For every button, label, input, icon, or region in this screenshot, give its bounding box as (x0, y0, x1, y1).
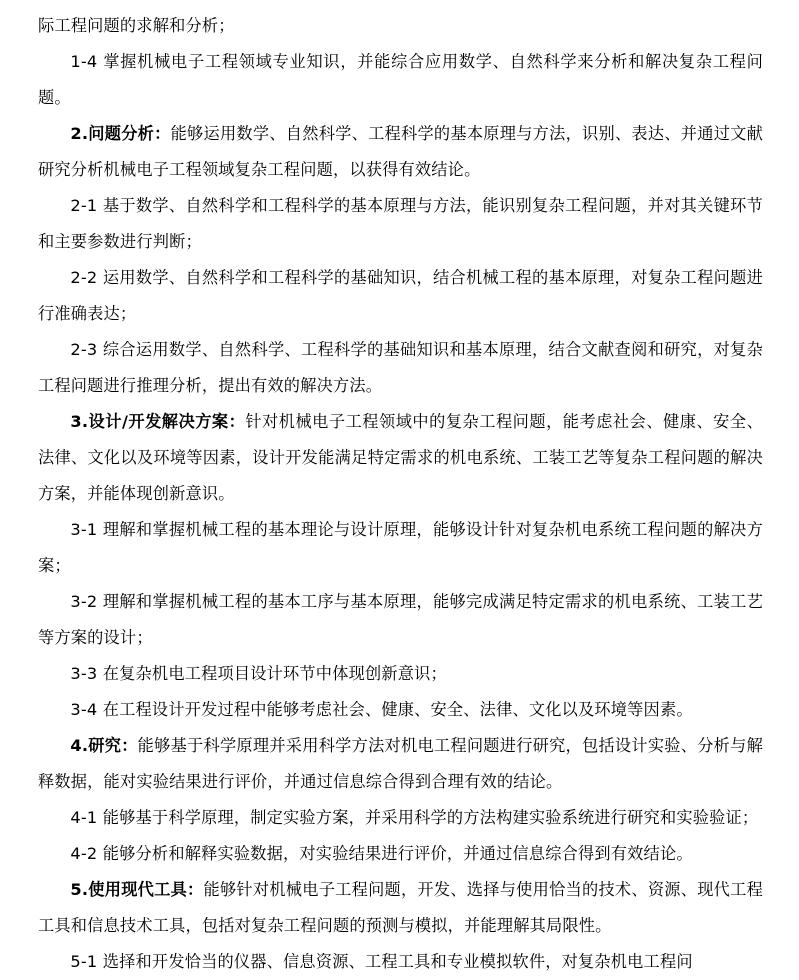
paragraph-text: 1-4 掌握机械电子工程领域专业知识，并能综合应用数学、自然科学来分析和解决复杂工程问题。 (38, 52, 763, 107)
section-lead-label: 4.研究： (70, 736, 138, 755)
paragraph-3-4 (38, 692, 763, 728)
paragraph-text: 5-1 选择和开发恰当的仪器、信息资源、工程工具和专业模拟软件，对复杂机电工程问 (70, 952, 693, 971)
paragraph-4-2 (38, 836, 763, 872)
paragraph-text: 针对机械电子工程领域中的复杂工程问题，能考虑社会、健康、安全、法律、文化以及环境等因素，设计开发能满足特定需求的机电系统、工装工艺等复杂工程问题的解决方案，并能体现创新意识。 (38, 412, 763, 503)
paragraph-2-1 (38, 188, 763, 260)
section-lead-label: 5.使用现代工具： (70, 880, 204, 899)
paragraph-5-1 (38, 944, 763, 980)
paragraph-text: 能够运用数学、自然科学、工程科学的基本原理与方法，识别、表达、并通过文献研究分析机械电子工程领域复杂工程问题，以获得有效结论。 (38, 124, 764, 179)
section-lead-label: 2.问题分析： (70, 124, 171, 143)
paragraph-2-3 (38, 332, 763, 404)
paragraph-text: 能够针对机械电子工程问题，开发、选择与使用恰当的技术、资源、现代工程工具和信息技术工具，包括对复杂工程问题的预测与模拟，并能理解其局限性。 (38, 880, 763, 935)
paragraph-3-3 (38, 656, 763, 692)
paragraph-text: 3-3 在复杂机电工程项目设计环节中体现创新意识； (70, 664, 447, 683)
paragraph-text: 2-3 综合运用数学、自然科学、工程科学的基础知识和基本原理，结合文献查阅和研究，对复杂工程问题进行推理分析，提出有效的解决方法。 (38, 340, 763, 395)
paragraph-text: 2-2 运用数学、自然科学和工程科学的基础知识，结合机械工程的基本原理，对复杂工程问题进行准确表达； (38, 268, 763, 323)
paragraph-text: 3-1 理解和掌握机械工程的基本理论与设计原理，能够设计针对复杂机电系统工程问题的解决方案； (38, 520, 763, 575)
paragraph-5-heading (38, 872, 763, 944)
paragraph-2-heading (38, 116, 763, 188)
paragraph-4-1 (38, 800, 763, 836)
paragraph-3-2 (38, 584, 763, 656)
paragraph-text: 2-1 基于数学、自然科学和工程科学的基本原理与方法，能识别复杂工程问题，并对其关键环节和主要参数进行判断； (38, 196, 763, 251)
paragraph-text: 3-2 理解和掌握机械工程的基本工序与基本原理，能够完成满足特定需求的机电系统、工装工艺等方案的设计； (38, 592, 763, 647)
paragraph-continued-top (38, 8, 763, 44)
paragraph-3-1 (38, 512, 763, 584)
paragraph-3-heading (38, 404, 763, 512)
paragraph-text: 4-1 能够基于科学原理，制定实验方案，并采用科学的方法构建实验系统进行研究和实验验证； (70, 808, 759, 827)
paragraph-1-4 (38, 44, 763, 116)
paragraph-text: 能够基于科学原理并采用科学方法对机电工程问题进行研究，包括设计实验、分析与解释数据，能对实验结果进行评价，并通过信息综合得到合理有效的结论。 (38, 736, 763, 791)
paragraph-text: 4-2 能够分析和解释实验数据，对实验结果进行评价，并通过信息综合得到有效结论。 (70, 844, 693, 863)
paragraph-text: 3-4 在工程设计开发过程中能够考虑社会、健康、安全、法律、文化以及环境等因素。 (70, 700, 693, 719)
paragraph-4-heading (38, 728, 763, 800)
paragraph-text: 际工程问题的求解和分析； (38, 16, 235, 35)
section-lead-label: 3.设计/开发解决方案： (70, 412, 246, 431)
paragraph-2-2 (38, 260, 763, 332)
